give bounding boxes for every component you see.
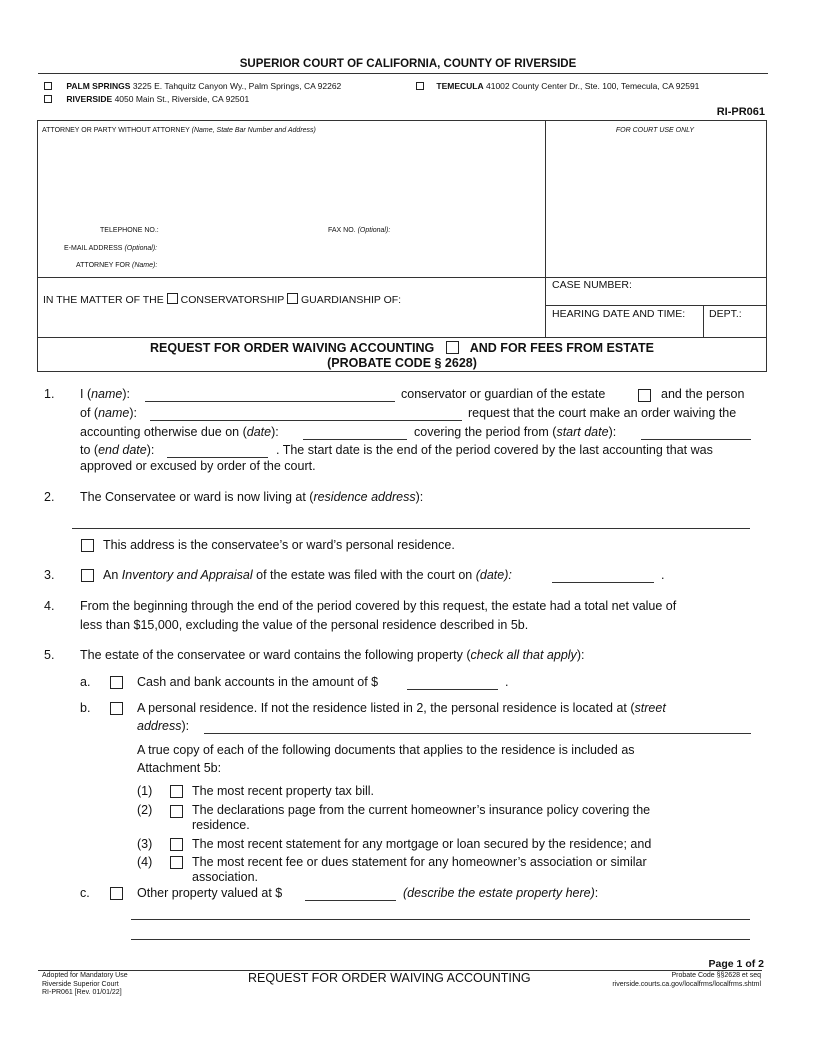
item-5c-label: c. [80,886,90,900]
telephone-label: TELEPHONE NO.: [100,227,159,234]
form-title [37,341,767,355]
street-address-input-line[interactable] [204,733,751,734]
person-checkbox[interactable] [638,389,651,402]
item-3-period: . [661,568,665,582]
location-name: PALM SPRINGS [66,81,131,91]
item-4-line1: From the beginning through the end of the period covered by this request, the estate had a total net value of [80,599,677,613]
item-5a-period: . [505,675,509,689]
inventory-checkbox[interactable] [81,569,94,582]
title-divider [37,337,767,338]
location-name: RIVERSIDE [66,94,113,104]
footer-code: Probate Code §§2628 et seq [671,972,761,979]
matter-line [43,293,401,306]
inventory-date-input-line[interactable] [552,582,654,583]
footer-url: riverside.courts.ca.gov/localfrms/localfrms.shtml [612,980,761,988]
page-number: Page 1 of 2 [708,958,764,970]
item-3-text: An Inventory and Appraisal of the estate was filed with the court on (date): [103,568,512,582]
sub-3-number: (3) [137,837,153,851]
form-subtitle: (PROBATE CODE § 2628) [327,356,477,370]
insurance-checkbox[interactable] [170,805,183,818]
item-2-residence-text: This address is the conservatee’s or ward’s personal residence. [103,538,455,552]
sub-4-number: (4) [137,855,153,869]
item-5-text: The estate of the conservatee or ward contains the following property (check all that apply): [80,648,585,662]
item-1-estate-label: conservator or guardian of the estate [401,387,606,401]
location-address: 41002 County Center Dr., Ste. 100, Temecula, CA 92591 [485,81,700,91]
item-1-person-label: and the person [661,387,745,401]
matter-prefix: IN THE MATTER OF THE [43,294,164,306]
title-line1a: REQUEST FOR ORDER WAIVING ACCOUNTING [149,341,435,355]
tax-bill-checkbox[interactable] [170,785,183,798]
form-id: RI-PR061 [716,106,765,118]
sub-4-text: The most recent fee or dues statement for any homeowner’s association or similar [192,855,647,869]
item-5b-copy-line1: A true copy of each of the following documents that applies to the residence is included as [137,743,635,757]
fees-checkbox[interactable] [446,341,459,354]
property-description-line-1[interactable] [131,919,750,920]
item-2-number: 2. [44,490,55,504]
item-4-line2: less than $15,000, excluding the value of the personal residence described in 5b. [80,618,529,632]
footer-right [612,972,761,989]
item-1-name-label: I (name): [80,387,131,401]
of-name-input-line[interactable] [150,420,462,421]
court-title: SUPERIOR COURT OF CALIFORNIA, COUNTY OF RIVERSIDE [239,58,577,70]
sub-2-text-2: residence. [192,818,250,832]
other-property-value-input-line[interactable] [305,900,396,901]
sub-3-text: The most recent statement for any mortgage or loan secured by the residence; and [192,837,652,851]
cash-amount-input-line[interactable] [407,689,498,690]
name-input-line[interactable] [145,401,395,402]
attorney-for-label: ATTORNEY FOR (Name): [76,262,158,269]
location-temecula [416,81,699,91]
guardianship-checkbox[interactable] [287,293,298,304]
dept-label: DEPT.: [709,308,742,320]
item-5a-text: Cash and bank accounts in the amount of $ [137,675,379,689]
footer-adopted: Adopted for Mandatory Use [42,972,128,979]
location-name: TEMECULA [436,81,484,91]
conservatorship-checkbox[interactable] [167,293,178,304]
location-riverside [44,94,249,104]
item-5c-describe: (describe the estate property here): [403,886,599,900]
item-3-number: 3. [44,568,55,582]
item-5b-text-2: address): [137,719,190,733]
mortgage-checkbox[interactable] [170,838,183,851]
dept-divider [703,305,704,337]
personal-residence-checkbox[interactable] [81,539,94,552]
residence-checkbox[interactable] [110,702,123,715]
hearing-label: HEARING DATE AND TIME: [552,308,686,320]
item-1-approved-text: approved or excused by order of the court. [80,459,316,473]
item-5a-label: a. [80,675,91,689]
court-use-label: FOR COURT USE ONLY [615,127,695,134]
item-5c-text: Other property valued at $ [137,886,283,900]
item-1-start-date-label: covering the period from (start date): [414,425,617,439]
riverside-checkbox[interactable] [44,95,52,103]
location-address: 4050 Main St., Riverside, CA 92501 [114,94,250,104]
other-property-checkbox[interactable] [110,887,123,900]
footer-title: REQUEST FOR ORDER WAIVING ACCOUNTING [248,971,531,985]
case-number-label: CASE NUMBER: [552,279,632,291]
item-1-end-date-label: to (end date): [80,443,155,457]
conservatorship-label: CONSERVATORSHIP [180,294,285,306]
hoa-checkbox[interactable] [170,856,183,869]
start-date-input-line[interactable] [641,439,751,440]
title-line1b: AND FOR FEES FROM ESTATE [469,341,655,355]
property-description-line-2[interactable] [131,939,750,940]
footer-form-rev: RI-PR061 [Rev. 01/01/22] [42,989,122,996]
item-1-due-date-label: accounting otherwise due on (date): [80,425,279,439]
item-1-period-text: . The start date is the end of the period covered by the last accounting that was [276,443,713,457]
item-1-request-text: request that the court make an order waiving the [468,406,737,420]
sub-1-number: (1) [137,784,153,798]
guardianship-label: GUARDIANSHIP OF: [300,294,402,306]
location-address: 3225 E. Tahquitz Canyon Wy., Palm Springs, CA 92262 [132,81,342,91]
header-divider [38,73,768,74]
cash-checkbox[interactable] [110,676,123,689]
caption-row-divider [37,277,767,278]
end-date-input-line[interactable] [167,457,268,458]
footer-left [42,972,128,998]
fax-label: FAX NO. (Optional): [328,227,391,234]
item-4-number: 4. [44,599,55,613]
case-number-divider [545,305,767,306]
sub-4-text-2: association. [192,870,259,884]
item-1-of-name-label: of (name): [80,406,137,420]
item-2-text: The Conservatee or ward is now living at (residence address): [80,490,424,504]
item-5b-text: A personal residence. If not the residence listed in 2, the personal residence is located at (street [137,701,666,715]
item-1-number: 1. [44,387,55,401]
residence-address-input-line[interactable] [72,528,750,529]
item-5b-label: b. [80,701,91,715]
sub-2-number: (2) [137,803,153,817]
item-5b-copy-line2: Attachment 5b: [137,761,222,775]
location-palm-springs [44,81,341,91]
attorney-heading: ATTORNEY OR PARTY WITHOUT ATTORNEY (Name, State Bar Number and Address) [42,127,316,134]
due-date-input-line[interactable] [303,439,407,440]
item-5-number: 5. [44,648,55,662]
sub-2-text: The declarations page from the current homeowner’s insurance policy covering the [192,803,651,817]
footer-court: Riverside Superior Court [42,980,119,988]
sub-1-text: The most recent property tax bill. [192,784,375,798]
email-label: E-MAIL ADDRESS (Optional): [64,245,158,252]
temecula-checkbox[interactable] [416,82,424,90]
palm-springs-checkbox[interactable] [44,82,52,90]
